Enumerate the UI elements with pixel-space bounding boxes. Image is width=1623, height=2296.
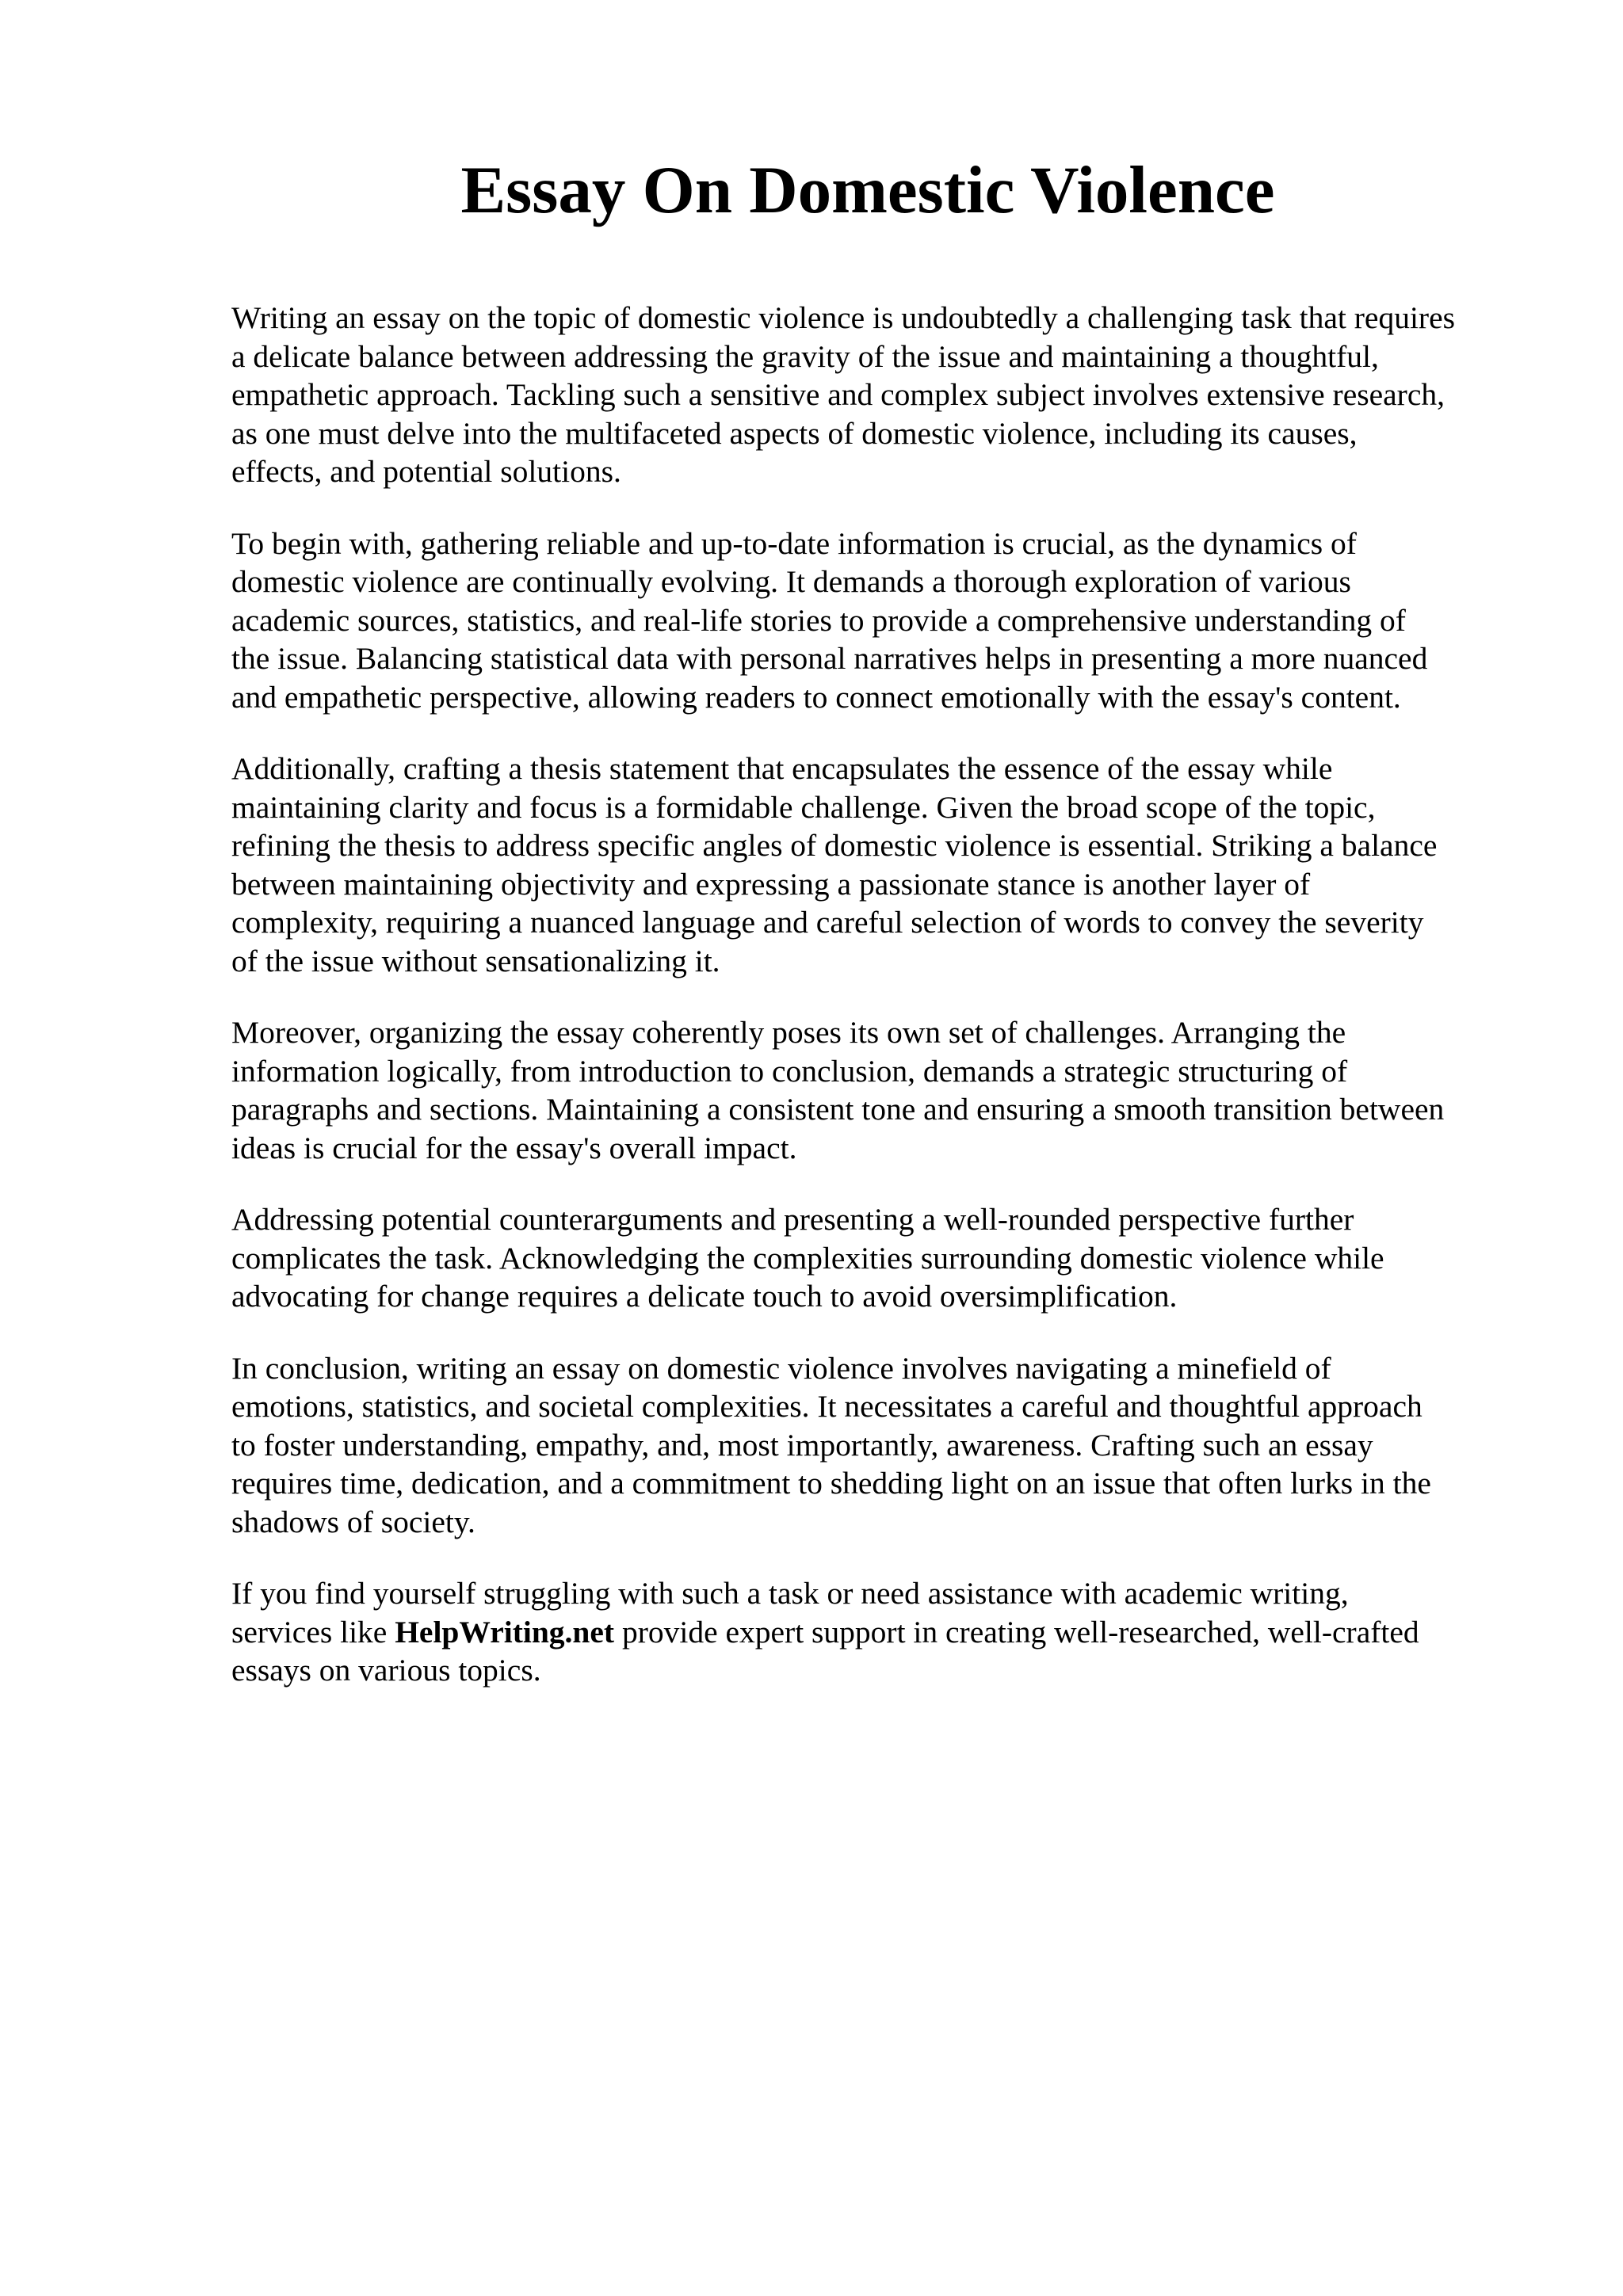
paragraph-line: between maintaining objectivity and expressing a passionate stance is another layer of	[231, 866, 1311, 902]
paragraph-thesis	[231, 749, 1523, 980]
paragraph-line: maintaining clarity and focus is a formidable challenge. Given the broad scope of the topic,	[231, 789, 1376, 825]
paragraph-line: of the issue without sensationalizing it.	[231, 943, 720, 978]
paragraph-line: and empathetic perspective, allowing readers to connect emotionally with the essay's content.	[231, 679, 1401, 715]
paragraph-line: Writing an essay on the topic of domestic violence is undoubtedly a challenging task that requires	[231, 300, 1455, 335]
paragraph-conclusion	[231, 1349, 1523, 1542]
paragraph-line: To begin with, gathering reliable and up-to-date information is crucial, as the dynamics of	[231, 525, 1357, 561]
paragraph-line: the issue. Balancing statistical data with personal narratives helps in presenting a more nuanced	[231, 641, 1428, 676]
document-body	[231, 299, 1523, 1723]
paragraph-line: information logically, from introduction to conclusion, demands a strategic structuring of	[231, 1053, 1348, 1089]
paragraph-research	[231, 524, 1523, 717]
paragraph-line: Moreover, organizing the essay coherently poses its own set of challenges. Arranging the	[231, 1015, 1346, 1050]
paragraph-line: complicates the task. Acknowledging the complexities surrounding domestic violence while	[231, 1240, 1384, 1276]
paragraph-organization	[231, 1013, 1523, 1167]
paragraph-closing	[231, 1574, 1523, 1690]
paragraph-line: shadows of society.	[231, 1504, 475, 1539]
paragraph-line: advocating for change requires a delicate touch to avoid oversimplification.	[231, 1279, 1178, 1314]
paragraph-line: as one must delve into the multifaceted aspects of domestic violence, including its causes,	[231, 415, 1358, 451]
paragraph-line: domestic violence are continually evolving. It demands a thorough exploration of various	[231, 564, 1351, 599]
closing-text-before-brand: services like	[231, 1614, 395, 1650]
paragraph-line: Addressing potential counterarguments and presenting a well-rounded perspective further	[231, 1202, 1354, 1237]
paragraph-line: Additionally, crafting a thesis statement that encapsulates the essence of the essay while	[231, 751, 1333, 786]
paragraph-line: a delicate balance between addressing the gravity of the issue and maintaining a thoughtful,	[231, 338, 1379, 374]
paragraph-intro	[231, 299, 1523, 491]
closing-text-after-brand: provide expert support in creating well-researched, well-crafted	[614, 1614, 1419, 1650]
paragraph-line: academic sources, statistics, and real-life stories to provide a comprehensive understanding of	[231, 602, 1406, 638]
brand-name: HelpWriting.net	[395, 1614, 615, 1650]
paragraph-line: In conclusion, writing an essay on domestic violence involves navigating a minefield of	[231, 1350, 1331, 1386]
paragraph-counterarguments	[231, 1200, 1523, 1316]
paragraph-line: requires time, dedication, and a commitment to shedding light on an issue that often lurks in the	[231, 1466, 1431, 1501]
paragraph-line: essays on various topics.	[231, 1653, 541, 1688]
paragraph-line: paragraphs and sections. Maintaining a consistent tone and ensuring a smooth transition between	[231, 1092, 1445, 1127]
paragraph-line: If you find yourself struggling with such a task or need assistance with academic writing,	[231, 1576, 1349, 1611]
paragraph-line-with-brand	[231, 1613, 1523, 1652]
paragraph-line: refining the thesis to address specific angles of domestic violence is essential. Striking a balance	[231, 828, 1438, 863]
paragraph-line: empathetic approach. Tackling such a sensitive and complex subject involves extensive research,	[231, 377, 1445, 412]
paragraph-line: complexity, requiring a nuanced language and careful selection of words to convey the severity	[231, 905, 1424, 940]
document-title: Essay On Domestic Violence	[460, 153, 1275, 227]
paragraph-line: ideas is crucial for the essay's overall impact.	[231, 1130, 797, 1165]
paragraph-line: to foster understanding, empathy, and, most importantly, awareness. Crafting such an essay	[231, 1427, 1373, 1463]
paragraph-line: emotions, statistics, and societal complexities. It necessitates a careful and thoughtful approach	[231, 1389, 1423, 1424]
paragraph-line: effects, and potential solutions.	[231, 454, 621, 489]
